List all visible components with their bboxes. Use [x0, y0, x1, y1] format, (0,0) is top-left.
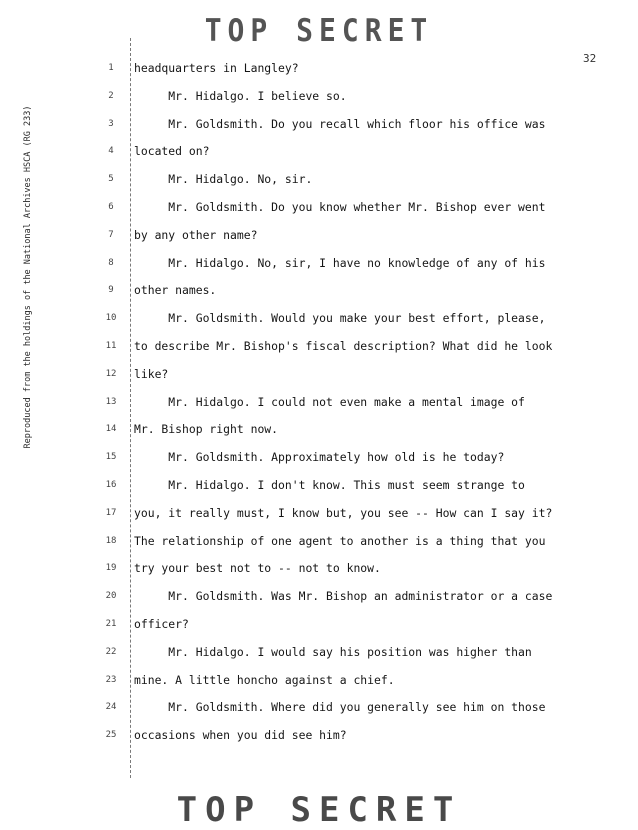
line-number: 9 [108, 285, 114, 295]
transcript-line: Mr. Hidalgo. I believe so. [134, 89, 347, 103]
transcript-line: Mr. Hidalgo. I could not even make a mental image of [134, 395, 525, 409]
line-number: 7 [108, 230, 114, 240]
transcript-line: occasions when you did see him? [134, 728, 347, 742]
transcript-line: The relationship of one agent to another is a thing that you [134, 534, 546, 548]
transcript-line: try your best not to -- not to know. [134, 561, 381, 575]
transcript-line: Mr. Hidalgo. I don't know. This must seem strange to [134, 478, 525, 492]
line-number: 11 [105, 341, 117, 351]
line-number: 14 [105, 424, 117, 434]
transcript-line: Mr. Goldsmith. Do you know whether Mr. Bishop ever went [134, 200, 546, 214]
transcript-line: headquarters in Langley? [134, 61, 299, 75]
transcript-line: Mr. Hidalgo. No, sir. [134, 172, 313, 186]
line-number: 24 [105, 702, 117, 712]
line-number: 15 [105, 452, 117, 462]
line-number: 13 [105, 397, 117, 407]
line-number: 5 [108, 174, 114, 184]
header-classification-stamp: TOP SECRET [204, 12, 434, 49]
transcript-line: Mr. Goldsmith. Where did you generally see him on those [134, 700, 546, 714]
margin-rule [130, 38, 131, 778]
line-number: 1 [108, 63, 114, 73]
line-number: 20 [105, 591, 117, 601]
transcript-line: Mr. Bishop right now. [134, 422, 279, 436]
line-number: 4 [108, 146, 114, 156]
transcript-line: you, it really must, I know but, you see -- How can I say it? [134, 506, 553, 520]
line-number: 21 [105, 619, 117, 629]
line-number: 2 [108, 91, 114, 101]
page-number: 32 [583, 52, 597, 65]
transcript-line: Mr. Goldsmith. Approximately how old is he today? [134, 450, 505, 464]
line-number: 25 [105, 730, 117, 740]
line-number: 3 [108, 119, 114, 129]
transcript-line: Mr. Hidalgo. No, sir, I have no knowledge of any of his [134, 256, 546, 270]
transcript-line: to describe Mr. Bishop's fiscal description? What did he look [134, 339, 553, 353]
transcript-line: located on? [134, 144, 210, 158]
transcript-line: Mr. Goldsmith. Do you recall which floor his office was [134, 117, 546, 131]
line-number: 22 [105, 647, 117, 657]
transcript-line: like? [134, 367, 169, 381]
line-number: 19 [105, 563, 117, 573]
line-number: 17 [105, 508, 117, 518]
transcript-line: Mr. Hidalgo. I would say his position was higher than [134, 645, 532, 659]
line-number: 12 [105, 369, 117, 379]
line-number: 8 [108, 258, 114, 268]
line-number: 6 [108, 202, 114, 212]
line-number: 23 [105, 675, 117, 685]
line-number: 10 [105, 313, 117, 323]
transcript-line: other names. [134, 283, 217, 297]
transcript-line: by any other name? [134, 228, 258, 242]
line-number: 18 [105, 536, 117, 546]
transcript-line: Mr. Goldsmith. Was Mr. Bishop an administrator or a case [134, 589, 553, 603]
transcript-line: officer? [134, 617, 189, 631]
transcript-line: Mr. Goldsmith. Would you make your best effort, please, [134, 311, 546, 325]
line-number: 16 [105, 480, 117, 490]
archive-provenance-note: Reproduced from the holdings of the National Archives HSCA (RG 233) [23, 105, 33, 449]
footer-classification-stamp: TOP SECRET [176, 790, 462, 830]
transcript-line: mine. A little honcho against a chief. [134, 673, 395, 687]
